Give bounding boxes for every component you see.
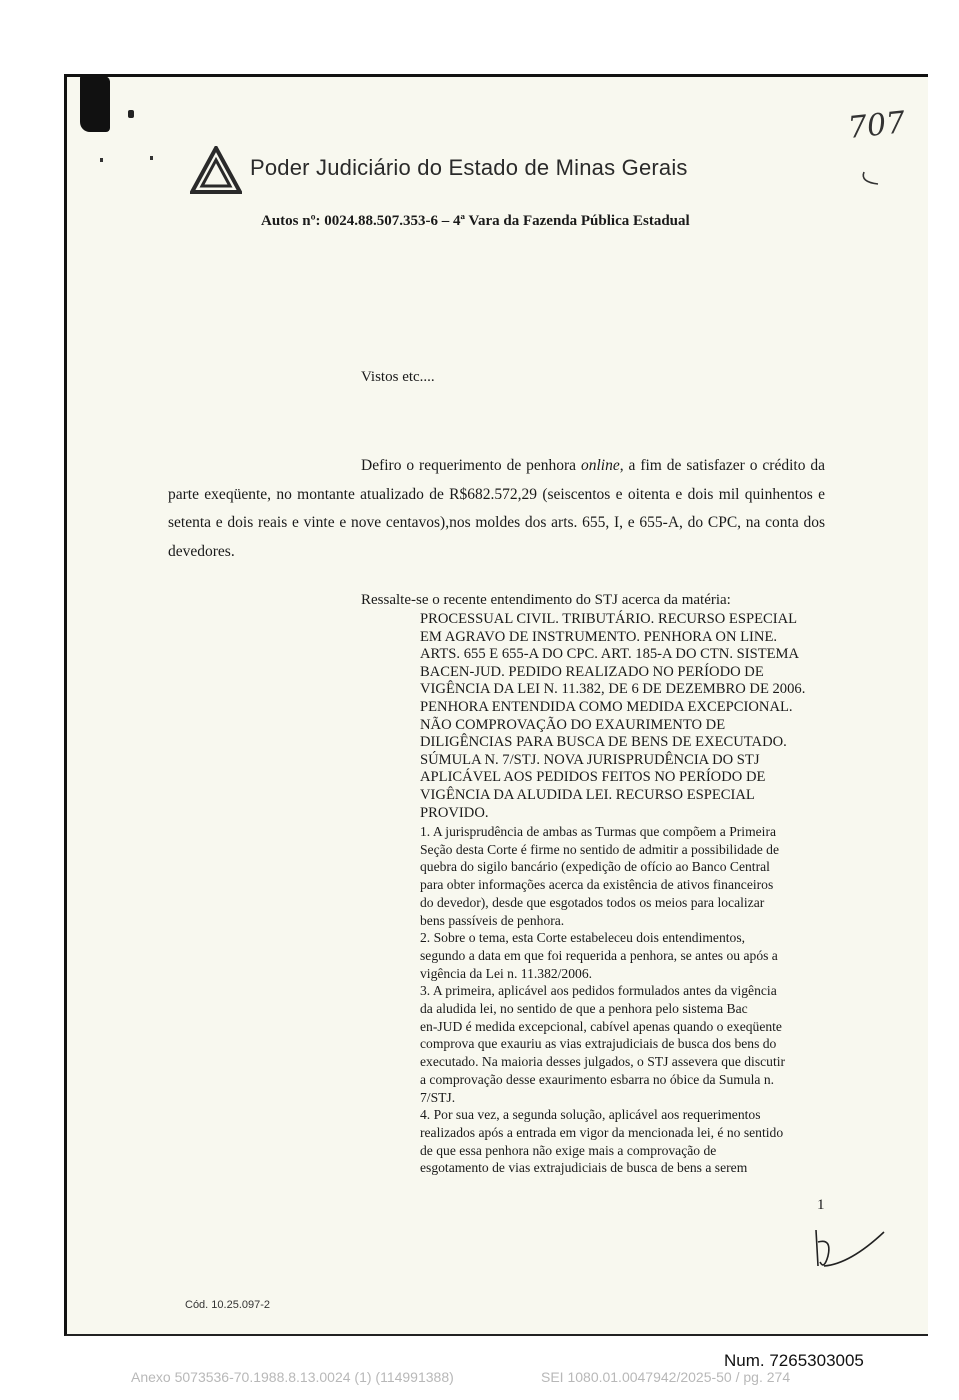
page-number: 1 [817, 1197, 825, 1213]
case-number-line: Autos nº: 0024.88.507.353-6 – 4ª Vara da Fazenda Pública Estadual [261, 213, 690, 229]
ementa-item-line: 3. A primeira, aplicável aos pedidos formulados antes da vigência [420, 983, 777, 999]
ementa-item-line: do devedor), desde que esgotados todos os meios para localizar [420, 894, 765, 910]
ementa-line: VIGÊNCIA DA ALUDIDA LEI. RECURSO ESPECIAL [420, 786, 755, 803]
opening-text: Vistos etc.... [361, 369, 435, 385]
ementa-item-line: 1. A jurisprudência de ambas as Turmas que compõem a Primeira [420, 824, 777, 839]
decision-text-start: Defiro o requerimento de penhora [361, 457, 581, 474]
ementa-line: BACEN-JUD. PEDIDO REALIZADO NO PERÍODO DE [420, 663, 764, 680]
scan-artifact [100, 158, 103, 162]
handwritten-signature [810, 1222, 890, 1274]
decision-paragraph [168, 452, 825, 567]
decision-text-end: , a fim de satisfazer o crédito da parte exeqüente, no montante atualizado de R$682.572,29 (seiscentos e oitenta e dois mil quinhentos e setenta e dois reais e vinte e nove centavos),nos moldes dos arts. 655, I, e 655-A, do CPC, na conta dos devedores. [168, 457, 826, 561]
handwritten-mark [858, 168, 882, 188]
ementa-item-line: quebra do sigilo bancário (expedição de ofício ao Banco Central [420, 859, 770, 875]
annex-reference: Anexo 5073536-70.1988.8.13.0024 (1) (114991388) [131, 1369, 454, 1385]
ementa-item-line: 2. Sobre o tema, esta Corte estabeleceu dois entendimentos, [420, 930, 746, 946]
ressalte-text: Ressalte-se o recente entendimento do STJ acerca da matéria: [361, 592, 731, 608]
ementa-line: ARTS. 655 E 655-A DO CPC. ART. 185-A DO CTN. SISTEMA [420, 646, 800, 663]
ementa-line: PROCESSUAL CIVIL. TRIBUTÁRIO. RECURSO ESPECIAL [420, 611, 798, 627]
ementa-line: SÚMULA N. 7/STJ. NOVA JURISPRUDÊNCIA DO STJ [420, 751, 760, 768]
ementa-item-line: a comprovação desse exaurimento esbarra no óbice da Sumula n. [420, 1071, 775, 1087]
ementa-item-line: da aludida lei, no sentido de que a penhora pelo sistema Bac [420, 1001, 748, 1017]
scan-artifact [128, 110, 134, 118]
court-logo-icon [190, 146, 242, 194]
ementa-line: PENHORA ENTENDIDA COMO MEDIDA EXCEPCIONAL. [420, 698, 793, 715]
ementa-item-line: bens passíveis de penhora. [420, 912, 565, 928]
ementa-item-line: 7/STJ. [420, 1089, 456, 1105]
ementa-item-line: executado. Na maioria desses julgados, o STJ assevera que discutir [420, 1054, 786, 1070]
form-code: Cód. 10.25.097-2 [185, 1299, 271, 1311]
sei-reference: SEI 1080.01.0047942/2025-50 / pg. 274 [541, 1369, 791, 1385]
ementa-item-line: realizados após a entrada em vigor da mencionada lei, é no sentido [420, 1124, 784, 1140]
ementa-line: APLICÁVEL AOS PEDIDOS FEITOS NO PERÍODO DE [420, 769, 766, 786]
scan-artifact [150, 156, 153, 160]
ementa-items [420, 823, 840, 1177]
ementa-item-line: 4. Por sua vez, a segunda solução, aplicável aos requerimentos [420, 1107, 761, 1123]
ementa-item-line: segundo a data em que foi requerida a penhora, se antes ou após a [420, 947, 778, 963]
document-number: Num. 7265303005 [724, 1351, 864, 1370]
ementa-line: DILIGÊNCIAS PARA BUSCA DE BENS DE EXECUTADO. [420, 734, 787, 751]
scan-artifact [80, 76, 110, 132]
court-name: Poder Judiciário do Estado de Minas Gerais [250, 155, 688, 180]
ementa-header [420, 611, 840, 822]
ementa-item-line: comprova que exauriu as vias extrajudiciais de busca dos bens do [420, 1036, 777, 1052]
ementa-line: EM AGRAVO DE INSTRUMENTO. PENHORA ON LINE. [420, 628, 778, 645]
ementa-line: NÃO COMPROVAÇÃO DO EXAURIMENTO DE [420, 716, 726, 733]
ementa-item-line: para obter informações acerca da existência de ativos financeiros [420, 877, 774, 893]
decision-text-emphasis: online [580, 457, 620, 474]
ementa-item-line: vigência da Lei n. 11.382/2006. [420, 965, 593, 981]
handwritten-page-number: 707 [846, 105, 907, 146]
ementa-item-line: de que essa penhora não exige mais a comprovação de [420, 1142, 717, 1158]
ementa-item-line: Seção desta Corte é firme no sentido de admitir a possibilidade de [420, 841, 779, 857]
ementa-item-line: en-JUD é medida excepcional, cabível apenas quando o exeqüente [420, 1018, 782, 1034]
ementa-line: VIGÊNCIA DA LEI N. 11.382, DE 6 DE DEZEMBRO DE 2006. [420, 681, 806, 698]
ementa-line: PROVIDO. [420, 804, 489, 821]
ementa-item-line: esgotamento de vias extrajudiciais de busca de bens a serem [420, 1160, 748, 1176]
